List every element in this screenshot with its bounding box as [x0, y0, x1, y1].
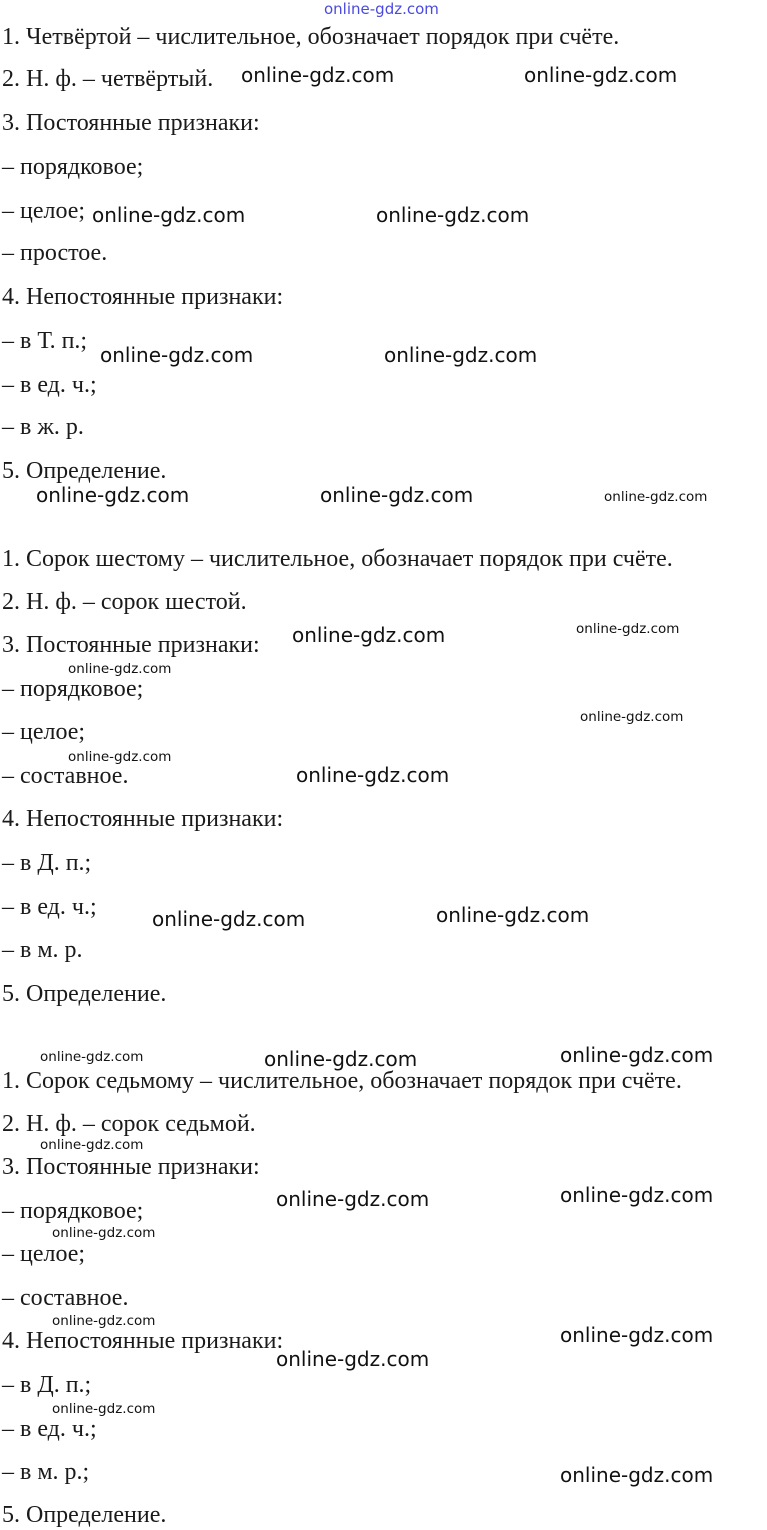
block1-line5: – целое;: [2, 198, 86, 224]
block1-line10: – в ж. р.: [2, 414, 84, 440]
block2-line10: – в м. р.: [2, 937, 83, 963]
block1-line1: 1. Четвёртой – числительное, обозначает порядок при счёте.: [2, 24, 620, 50]
block1-line8: – в Т. п.;: [2, 328, 88, 354]
block2-line6: – составное.: [2, 763, 129, 789]
watermark-text: online-gdz.com: [436, 903, 590, 927]
watermark-text: online-gdz.com: [560, 1323, 714, 1347]
watermark-text: online-gdz.com: [276, 1187, 430, 1211]
block1-line2: 2. Н. ф. – четвёртый.: [2, 66, 214, 92]
watermark-text: online-gdz.com: [100, 343, 254, 367]
block3-line9: – в ед. ч.;: [2, 1416, 97, 1442]
block3-line5: – целое;: [2, 1241, 86, 1267]
watermark-text: online-gdz.com: [376, 203, 530, 227]
block3-line2: 2. Н. ф. – сорок седьмой.: [2, 1111, 256, 1137]
watermark-text: online-gdz.com: [241, 63, 395, 87]
block2-line11: 5. Определение.: [2, 981, 167, 1007]
block3-line11: 5. Определение.: [2, 1502, 167, 1528]
watermark-text: online-gdz.com: [576, 621, 680, 637]
watermark-text: online-gdz.com: [68, 749, 172, 765]
block3-line4: – порядковое;: [2, 1198, 144, 1224]
watermark-text: online-gdz.com: [276, 1347, 430, 1371]
block1-line6: – простое.: [2, 240, 108, 266]
watermark-text: online-gdz.com: [68, 661, 172, 677]
watermark-text: online-gdz.com: [384, 343, 538, 367]
watermark-text: online-gdz.com: [560, 1463, 714, 1487]
watermark-text: online-gdz.com: [40, 1137, 144, 1153]
watermark-text: online-gdz.com: [560, 1183, 714, 1207]
block2-line3: 3. Постоянные признаки:: [2, 632, 260, 658]
watermark-text: online-gdz.com: [264, 1047, 418, 1071]
block3-line7: 4. Непостоянные признаки:: [2, 1328, 284, 1354]
block2-line5: – целое;: [2, 719, 86, 745]
watermark-text: online-gdz.com: [320, 483, 474, 507]
block2-line1: 1. Сорок шестому – числительное, обозначает порядок при счёте.: [2, 546, 673, 572]
watermark-text: online-gdz.com: [36, 483, 190, 507]
block3-line8: – в Д. п.;: [2, 1372, 92, 1398]
block1-line11: 5. Определение.: [2, 458, 167, 484]
watermark-text: online-gdz.com: [92, 203, 246, 227]
block1-line3: 3. Постоянные признаки:: [2, 110, 260, 136]
watermark-text: online-gdz.com: [52, 1313, 156, 1329]
block3-line6: – составное.: [2, 1285, 129, 1311]
block1-line7: 4. Непостоянные признаки:: [2, 284, 284, 310]
block2-line2: 2. Н. ф. – сорок шестой.: [2, 589, 247, 615]
block2-line7: 4. Непостоянные признаки:: [2, 806, 284, 832]
block1-line9: – в ед. ч.;: [2, 372, 97, 398]
block2-line9: – в ед. ч.;: [2, 894, 97, 920]
watermark-text: online-gdz.com: [292, 623, 446, 647]
watermark-text: online-gdz.com: [604, 489, 708, 505]
watermark-logo: online-gdz.com: [324, 0, 439, 18]
watermark-text: online-gdz.com: [40, 1049, 144, 1065]
block1-line4: – порядковое;: [2, 154, 144, 180]
watermark-text: online-gdz.com: [560, 1043, 714, 1067]
watermark-text: online-gdz.com: [296, 763, 450, 787]
block3-line3: 3. Постоянные признаки:: [2, 1154, 260, 1180]
block2-line8: – в Д. п.;: [2, 850, 92, 876]
block3-line10: – в м. р.;: [2, 1459, 90, 1485]
watermark-text: online-gdz.com: [524, 63, 678, 87]
watermark-text: online-gdz.com: [152, 907, 306, 931]
watermark-text: online-gdz.com: [52, 1401, 156, 1417]
block2-line4: – порядковое;: [2, 676, 144, 702]
watermark-text: online-gdz.com: [580, 709, 684, 725]
block3-line1: 1. Сорок седьмому – числительное, обозначает порядок при счёте.: [2, 1068, 682, 1094]
watermark-text: online-gdz.com: [52, 1225, 156, 1241]
